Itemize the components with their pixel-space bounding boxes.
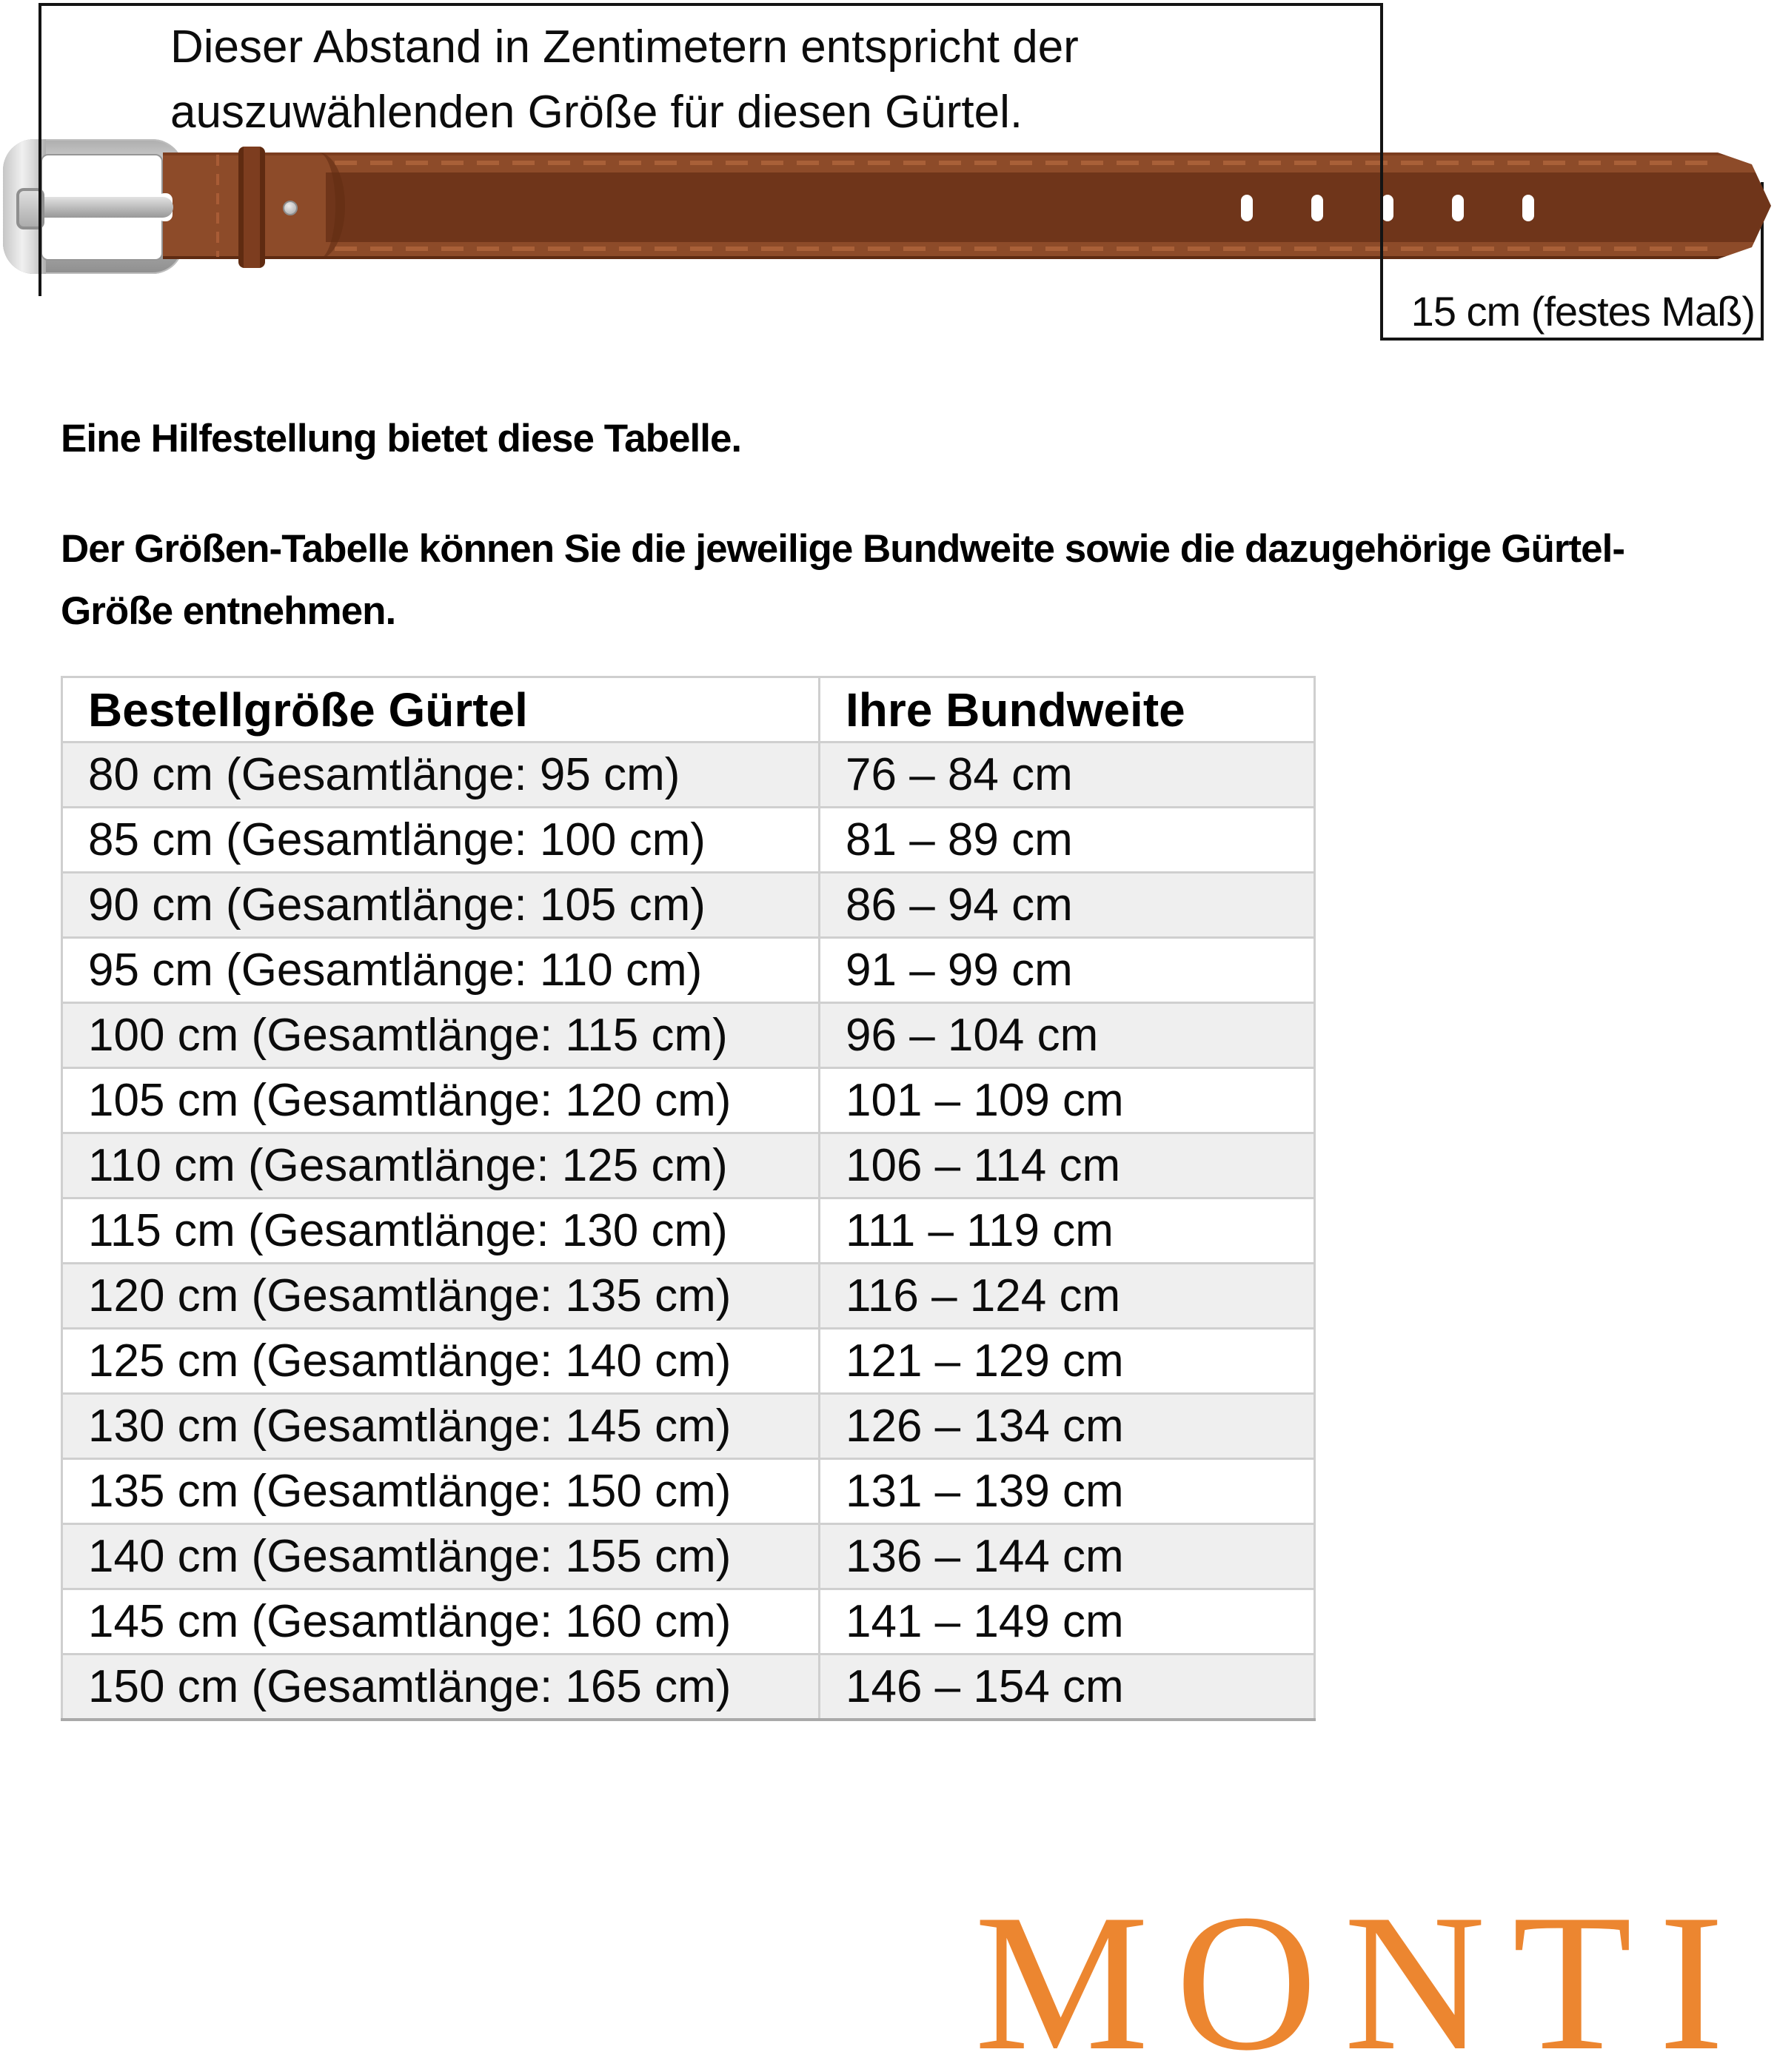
callout-line-2: auszuwählenden Größe für diesen Gürtel. <box>170 87 1023 138</box>
table-cell: 80 cm (Gesamtlänge: 95 cm) <box>62 742 820 808</box>
brand-logo: MONTI <box>974 1874 1751 2072</box>
table-row <box>62 1264 1315 1329</box>
table-cell: 135 cm (Gesamtlänge: 150 cm) <box>62 1459 820 1524</box>
measure-line-right <box>1380 3 1383 341</box>
table-row <box>62 1394 1315 1459</box>
table-row <box>62 1068 1315 1133</box>
table-cell: 115 cm (Gesamtlänge: 130 cm) <box>62 1198 820 1264</box>
table-row <box>62 1459 1315 1524</box>
table-cell: 121 – 129 cm <box>820 1329 1315 1394</box>
table-row <box>62 1003 1315 1068</box>
column-header-bundweite: Ihre Bundweite <box>820 677 1315 742</box>
table-header-row <box>62 677 1315 742</box>
table-row <box>62 808 1315 873</box>
intro-paragraph-1: Eine Hilfestellung bietet diese Tabelle. <box>61 417 742 460</box>
belt-stitching-bottom <box>335 247 1718 251</box>
table-cell: 85 cm (Gesamtlänge: 100 cm) <box>62 808 820 873</box>
belt-strap <box>326 152 1771 259</box>
table-row <box>62 1198 1315 1264</box>
belt-keeper-loop <box>238 147 265 268</box>
table-cell: 150 cm (Gesamtlänge: 165 cm) <box>62 1654 820 1720</box>
intro-paragraph-2-line-2: Größe entnehmen. <box>61 589 396 633</box>
table-row <box>62 1654 1315 1720</box>
measure-line-left <box>39 3 41 296</box>
intro-paragraph-2 <box>61 518 1624 643</box>
callout-line-1: Dieser Abstand in Zentimetern entspricht der <box>170 21 1079 73</box>
measure-label: 15 cm (festes Maß) <box>1410 288 1755 335</box>
callout-box-top-border <box>39 3 1383 6</box>
table-cell: 126 – 134 cm <box>820 1394 1315 1459</box>
belt-hole <box>1311 195 1323 221</box>
table-row <box>62 742 1315 808</box>
belt-stitching-top <box>335 161 1718 165</box>
table-cell: 81 – 89 cm <box>820 808 1315 873</box>
belt-hole <box>1452 195 1464 221</box>
column-header-bestellgroesse: Bestellgröße Gürtel <box>62 677 820 742</box>
table-cell: 110 cm (Gesamtlänge: 125 cm) <box>62 1133 820 1198</box>
table-cell: 106 – 114 cm <box>820 1133 1315 1198</box>
belt-hole <box>1241 195 1253 221</box>
table-cell: 101 – 109 cm <box>820 1068 1315 1133</box>
table-cell: 140 cm (Gesamtlänge: 155 cm) <box>62 1524 820 1589</box>
table-cell: 100 cm (Gesamtlänge: 115 cm) <box>62 1003 820 1068</box>
callout-text <box>170 15 1079 145</box>
table-cell: 111 – 119 cm <box>820 1198 1315 1264</box>
belt-fold-dashed-line <box>216 155 219 257</box>
table-cell: 131 – 139 cm <box>820 1459 1315 1524</box>
table-cell: 90 cm (Gesamtlänge: 105 cm) <box>62 873 820 938</box>
table-cell: 86 – 94 cm <box>820 873 1315 938</box>
table-cell: 130 cm (Gesamtlänge: 145 cm) <box>62 1394 820 1459</box>
table-row <box>62 873 1315 938</box>
size-table <box>61 676 1316 1721</box>
table-cell: 125 cm (Gesamtlänge: 140 cm) <box>62 1329 820 1394</box>
table-cell: 136 – 144 cm <box>820 1524 1315 1589</box>
table-cell: 96 – 104 cm <box>820 1003 1315 1068</box>
table-cell: 145 cm (Gesamtlänge: 160 cm) <box>62 1589 820 1654</box>
belt-fold-shadow <box>292 152 345 259</box>
intro-paragraph-2-line-1: Der Größen-Tabelle können Sie die jeweilige Bundweite sowie die dazugehörige Gürtel- <box>61 527 1624 571</box>
belt-hole <box>1382 195 1393 221</box>
table-row <box>62 1329 1315 1394</box>
buckle-prong <box>28 197 173 218</box>
table-cell: 141 – 149 cm <box>820 1589 1315 1654</box>
table-cell: 95 cm (Gesamtlänge: 110 cm) <box>62 938 820 1003</box>
belt-rivet <box>283 201 298 215</box>
table-row <box>62 1524 1315 1589</box>
table-cell: 105 cm (Gesamtlänge: 120 cm) <box>62 1068 820 1133</box>
table-cell: 120 cm (Gesamtlänge: 135 cm) <box>62 1264 820 1329</box>
table-row <box>62 1589 1315 1654</box>
table-cell: 116 – 124 cm <box>820 1264 1315 1329</box>
table-row <box>62 1133 1315 1198</box>
belt-hole <box>1522 195 1534 221</box>
table-cell: 76 – 84 cm <box>820 742 1315 808</box>
measure-box-bottom-border <box>1380 338 1764 341</box>
table-cell: 91 – 99 cm <box>820 938 1315 1003</box>
table-cell: 146 – 154 cm <box>820 1654 1315 1720</box>
table-row <box>62 938 1315 1003</box>
